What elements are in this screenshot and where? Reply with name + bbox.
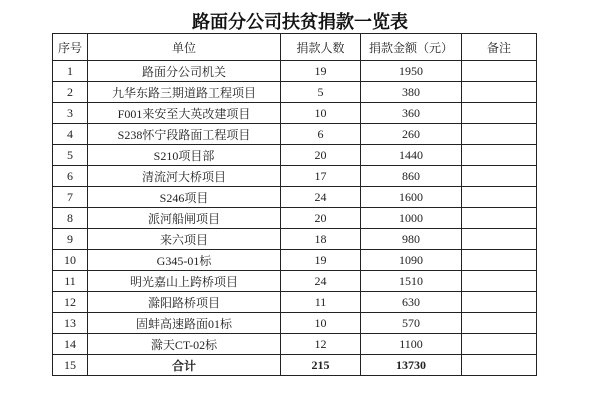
cell-unit: 来六项目 (88, 229, 281, 250)
cell-people: 6 (281, 124, 361, 145)
cell-note (462, 208, 537, 229)
cell-no: 9 (53, 229, 88, 250)
cell-amount: 1090 (361, 250, 462, 271)
cell-note (462, 292, 537, 313)
cell-no: 2 (53, 82, 88, 103)
cell-amount: 570 (361, 313, 462, 334)
cell-amount: 1950 (361, 61, 462, 82)
cell-amount: 1600 (361, 187, 462, 208)
table-row (53, 82, 537, 103)
cell-unit: 清流河大桥项目 (88, 166, 281, 187)
cell-people: 11 (281, 292, 361, 313)
cell-amount: 360 (361, 103, 462, 124)
cell-no: 14 (53, 334, 88, 355)
cell-people: 5 (281, 82, 361, 103)
table-row (53, 208, 537, 229)
cell-note (462, 145, 537, 166)
table-row (53, 271, 537, 292)
table-row (53, 292, 537, 313)
cell-unit: 路面分公司机关 (88, 61, 281, 82)
cell-unit: 固蚌高速路面01标 (88, 313, 281, 334)
cell-no: 10 (53, 250, 88, 271)
cell-no: 3 (53, 103, 88, 124)
cell-amount: 860 (361, 166, 462, 187)
cell-amount: 1440 (361, 145, 462, 166)
total-unit: 合计 (88, 355, 281, 376)
cell-note (462, 82, 537, 103)
cell-unit: S210项目部 (88, 145, 281, 166)
cell-note (462, 334, 537, 355)
cell-amount: 1100 (361, 334, 462, 355)
cell-unit: 派河船闸项目 (88, 208, 281, 229)
table-row (53, 229, 537, 250)
total-people: 215 (281, 355, 361, 376)
header-people: 捐款人数 (281, 34, 361, 61)
table-row (53, 103, 537, 124)
cell-amount: 980 (361, 229, 462, 250)
table-row (53, 166, 537, 187)
total-note (462, 355, 537, 376)
cell-people: 19 (281, 250, 361, 271)
table-row (53, 313, 537, 334)
cell-amount: 1000 (361, 208, 462, 229)
cell-note (462, 313, 537, 334)
cell-note (462, 187, 537, 208)
cell-people: 20 (281, 208, 361, 229)
table-row (53, 145, 537, 166)
cell-people: 10 (281, 313, 361, 334)
cell-amount: 380 (361, 82, 462, 103)
cell-unit: 滁阳路桥项目 (88, 292, 281, 313)
table-row (53, 61, 537, 82)
table-row (53, 334, 537, 355)
donation-table (52, 33, 537, 376)
cell-no: 12 (53, 292, 88, 313)
cell-no: 1 (53, 61, 88, 82)
cell-people: 10 (281, 103, 361, 124)
cell-people: 24 (281, 187, 361, 208)
cell-no: 4 (53, 124, 88, 145)
cell-no: 7 (53, 187, 88, 208)
cell-no: 13 (53, 313, 88, 334)
cell-unit: F001来安至大英改建项目 (88, 103, 281, 124)
table-row (53, 187, 537, 208)
cell-amount: 260 (361, 124, 462, 145)
cell-note (462, 271, 537, 292)
header-unit: 单位 (88, 34, 281, 61)
cell-people: 17 (281, 166, 361, 187)
cell-note (462, 229, 537, 250)
cell-amount: 1510 (361, 271, 462, 292)
cell-amount: 630 (361, 292, 462, 313)
cell-no: 8 (53, 208, 88, 229)
cell-no: 6 (53, 166, 88, 187)
header-no: 序号 (53, 34, 88, 61)
cell-unit: 明光嘉山上跨桥项目 (88, 271, 281, 292)
cell-note (462, 250, 537, 271)
cell-unit: 九华东路三期道路工程项目 (88, 82, 281, 103)
cell-people: 18 (281, 229, 361, 250)
cell-people: 20 (281, 145, 361, 166)
cell-note (462, 166, 537, 187)
cell-people: 12 (281, 334, 361, 355)
header-amount: 捐款金额（元） (361, 34, 462, 61)
cell-note (462, 61, 537, 82)
cell-people: 24 (281, 271, 361, 292)
cell-no: 5 (53, 145, 88, 166)
cell-unit: 滁天CT-02标 (88, 334, 281, 355)
cell-no: 11 (53, 271, 88, 292)
document-title: 路面分公司扶贫捐款一览表 (192, 12, 408, 33)
cell-note (462, 103, 537, 124)
header-row (53, 34, 537, 61)
table-row (53, 124, 537, 145)
table-row (53, 250, 537, 271)
cell-unit: S238怀宁段路面工程项目 (88, 124, 281, 145)
cell-unit: S246项目 (88, 187, 281, 208)
cell-unit: G345-01标 (88, 250, 281, 271)
total-row (53, 355, 537, 376)
total-no: 15 (53, 355, 88, 376)
total-amount: 13730 (361, 355, 462, 376)
cell-people: 19 (281, 61, 361, 82)
header-note: 备注 (462, 34, 537, 61)
cell-note (462, 124, 537, 145)
